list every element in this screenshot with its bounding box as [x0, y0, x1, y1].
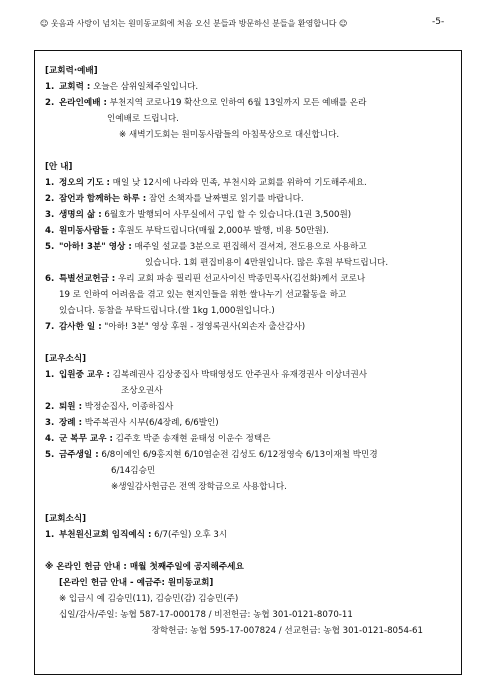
bulletin-content — [45, 63, 453, 639]
item-label: 생명의 삶 : — [59, 210, 102, 220]
item-label: 온라인예배 : — [59, 98, 107, 108]
item-text: 6/8이예인 6/9홍지현 6/10염순전 김성도 6/12정영숙 6/13이재철 박민경 — [101, 450, 378, 460]
section-title: [교회력·예배] — [45, 66, 98, 76]
section-worship — [45, 63, 453, 143]
item-text-cont: 있습니다. 동참을 부탁드립니다.(쌀 1kg 1,000원입니다.) — [59, 306, 275, 316]
item-text: 후원도 부탁드립니다(매월 2,000부 발행, 비용 50만원). — [117, 226, 329, 236]
offering-account-2: 장학헌금: 농협 595-17-007824 / 선교헌금: 농협 301-0121-8054-61 — [151, 626, 423, 636]
item-text: 매주일 설교를 3분으로 편집해서 걸셔져, 전도용으로 사용하고 — [134, 242, 367, 252]
welcome-greeting: ☺ 웃음과 사랑이 넘치는 원미동교회에 처음 오신 분들과 방문하신 분들을 환영합니다 ☺ — [40, 19, 348, 28]
item-text: 박정순집사, 이종하집사 — [84, 402, 174, 412]
item-number: 7. — [45, 322, 55, 332]
list-item — [45, 447, 453, 479]
list-item — [45, 527, 453, 543]
bulletin-frame — [34, 50, 462, 675]
item-label: 퇴원 : — [59, 402, 83, 412]
page-number: -5- — [432, 17, 445, 27]
section-title: [교회소식] — [45, 514, 87, 524]
page-header — [0, 14, 496, 42]
item-label: 특별선교헌금 : — [59, 274, 116, 284]
item-number: 5. — [45, 450, 55, 460]
item-number: 5. — [45, 242, 55, 252]
offering-example: ※ 입금시 예 김승민(11), 김승민(감) 김승민(주) — [59, 594, 239, 604]
offering-subtitle: [온라인 헌금 안내 - 예금주: 원미동교회] — [59, 578, 214, 588]
item-label: 군 복무 교우 : — [59, 434, 113, 444]
item-text: "아하! 3분" 영상 후원 - 정영록권사(외손자 출산감사) — [104, 322, 306, 332]
item-number: 3. — [45, 418, 55, 428]
item-text: 잠언 소책자를 날짜별로 읽기를 바랍니다. — [148, 194, 304, 204]
list-item — [45, 415, 453, 431]
section-members — [45, 351, 453, 495]
item-number: 4. — [45, 434, 55, 444]
item-number: 1. — [45, 178, 55, 188]
item-number: 4. — [45, 226, 55, 236]
list-item — [45, 271, 453, 319]
section-notice — [45, 159, 453, 335]
worship-note: ※ 새벽기도회는 원미동사람들의 아침묵상으로 대신합니다. — [119, 130, 340, 140]
birthday-note: ※생일감사헌금은 전액 장학금으로 사용합니다. — [111, 482, 287, 492]
list-item — [45, 399, 453, 415]
item-text: 우리 교회 파송 필리핀 선교사이신 박종민목사(김선화)께서 코로나 — [117, 274, 366, 284]
item-text: 6/7(주일) 오후 3시 — [154, 530, 228, 540]
list-item — [45, 367, 453, 399]
item-text-cont: 6/14김승민 — [111, 466, 156, 476]
item-text: 부천지역 코로나19 확산으로 인하여 6월 13일까지 모든 예배를 온라 — [109, 98, 367, 108]
online-offering-info — [45, 559, 453, 639]
item-text: 박주복권사 시부(6/4장례, 6/6발인) — [84, 418, 219, 428]
item-number: 6. — [45, 274, 55, 284]
list-item — [45, 207, 453, 223]
offering-headline: ※ 온라인 헌금 안내 : 매월 첫째주일에 공지해주세요 — [45, 562, 244, 572]
item-number: 1. — [45, 82, 55, 92]
item-text-cont: 19 로 인하여 어려움을 겪고 있는 현지인들을 위한 쌀나누기 선교활동을 하고 — [59, 290, 347, 300]
item-label: 금주생일 : — [59, 450, 99, 460]
item-label: 정오의 기도 : — [59, 178, 110, 188]
list-item — [45, 319, 453, 335]
item-text: 김복례권사 김상중집사 박태영성도 안주권사 유재경권사 이상녀권사 — [112, 370, 368, 380]
item-label: 입원중 교우 : — [59, 370, 110, 380]
item-label: 잠언과 함께하는 하루 : — [59, 194, 147, 204]
item-number: 2. — [45, 98, 55, 108]
item-text: 6월호가 발행되어 사무실에서 구입 할 수 있습니다.(1권 3,500원) — [104, 210, 352, 220]
item-label: 감사한 일 : — [59, 322, 102, 332]
item-label: "아하! 3분" 영상 : — [59, 242, 132, 252]
item-number: 2. — [45, 402, 55, 412]
item-number: 1. — [45, 530, 55, 540]
item-number: 2. — [45, 194, 55, 204]
list-item — [45, 95, 453, 127]
item-label: 장례 : — [59, 418, 83, 428]
item-text-cont: 조상오권사 — [121, 386, 163, 396]
item-text-cont: 있습니다. 1회 편집비용이 4만원입니다. 많은 후원 부탁드립니다. — [145, 258, 389, 268]
item-label: 부천원신교회 임직예식 : — [59, 530, 152, 540]
list-item — [45, 79, 453, 95]
item-text-cont: 인예배로 드립니다. — [107, 114, 179, 124]
item-text: 매일 낮 12시에 나라와 민족, 부천시와 교회를 위하여 기도해주세요. — [112, 178, 367, 188]
item-text: 김주호 박준 송재현 윤태성 이운수 정택은 — [115, 434, 271, 444]
item-text: 오늘은 삼위일체주일입니다. — [93, 82, 199, 92]
section-church-news — [45, 511, 453, 543]
item-label: 원미동사람들 : — [59, 226, 116, 236]
offering-account-1: 십일/감사/주일: 농협 587-17-000178 / 비전헌금: 농협 301-0121-8070-11 — [59, 610, 353, 620]
section-title: [교우소식] — [45, 354, 87, 364]
list-item — [45, 191, 453, 207]
section-title: [안 내] — [45, 162, 73, 172]
list-item — [45, 239, 453, 271]
item-number: 1. — [45, 370, 55, 380]
list-item — [45, 175, 453, 191]
item-number: 3. — [45, 210, 55, 220]
list-item — [45, 223, 453, 239]
list-item — [45, 431, 453, 447]
item-label: 교회력 : — [59, 82, 91, 92]
